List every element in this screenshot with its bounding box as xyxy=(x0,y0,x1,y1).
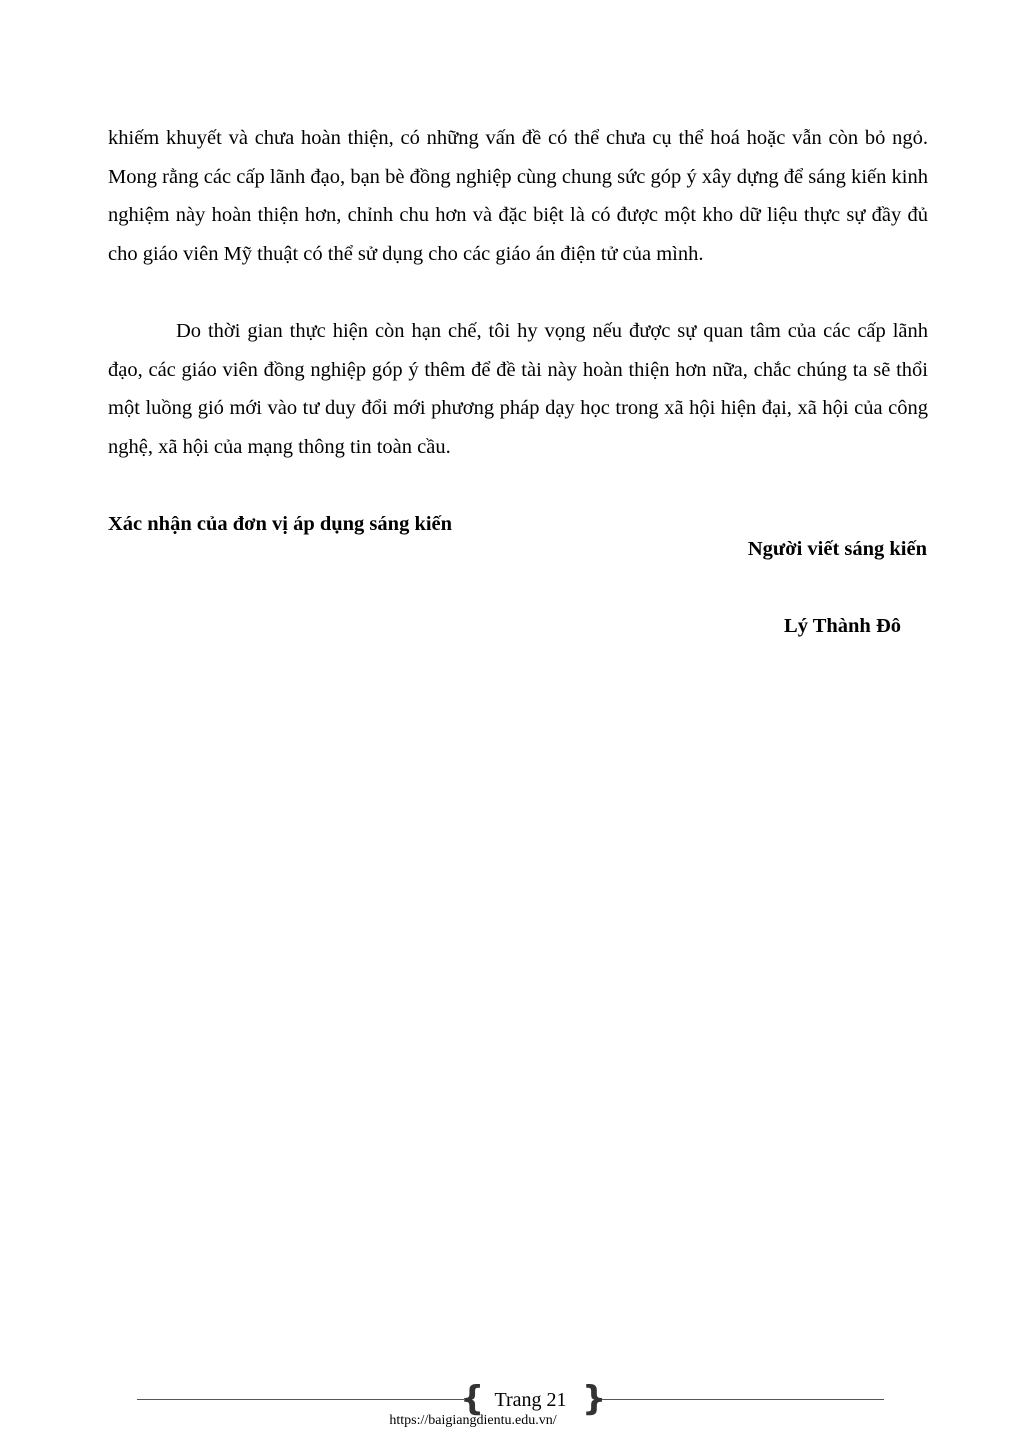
body-paragraph-2: Do thời gian thực hiện còn hạn chế, tôi hy vọng nếu được sự quan tâm của các cấp lãnh đạo, các giáo viên đồng nghiệp góp ý thêm để đề tài này hoàn thiện hơn nữa, chắc chúng ta sẽ thổi một luồng gió mới vào tư duy đổi mới phương pháp dạy học trong xã hội hiện đại, xã hội của công nghệ, xã hội của mạng thông tin toàn cầu. xyxy=(108,320,928,458)
author-role-label: Người viết sáng kiến xyxy=(747,538,927,560)
footer-rule-left xyxy=(137,1399,464,1400)
author-name: Lý Thành Đô xyxy=(784,615,901,637)
page-number: Trang 21 xyxy=(494,1389,567,1411)
footer-url: https://baigiangdientu.edu.vn/ xyxy=(389,1413,557,1428)
confirmation-label: Xác nhận của đơn vị áp dụng sáng kiến xyxy=(108,513,453,535)
body-paragraph-1: khiếm khuyết và chưa hoàn thiện, có những vấn đề có thể chưa cụ thể hoá hoặc vẫn còn bỏ ngỏ. Mong rằng các cấp lãnh đạo, bạn bè đồng nghiệp cùng chung sức góp ý xây dựng để sáng kiến kinh nghiệm này hoàn thiện hơn, chỉnh chu hơn và đặc biệt là có được một kho dữ liệu thực sự đầy đủ cho giáo viên Mỹ thuật có thể sử dụng cho các giáo án điện tử của mình. xyxy=(108,127,928,265)
footer-rule-right xyxy=(597,1399,884,1400)
left-brace-icon: { xyxy=(460,1379,485,1419)
right-brace-icon: } xyxy=(582,1379,607,1419)
